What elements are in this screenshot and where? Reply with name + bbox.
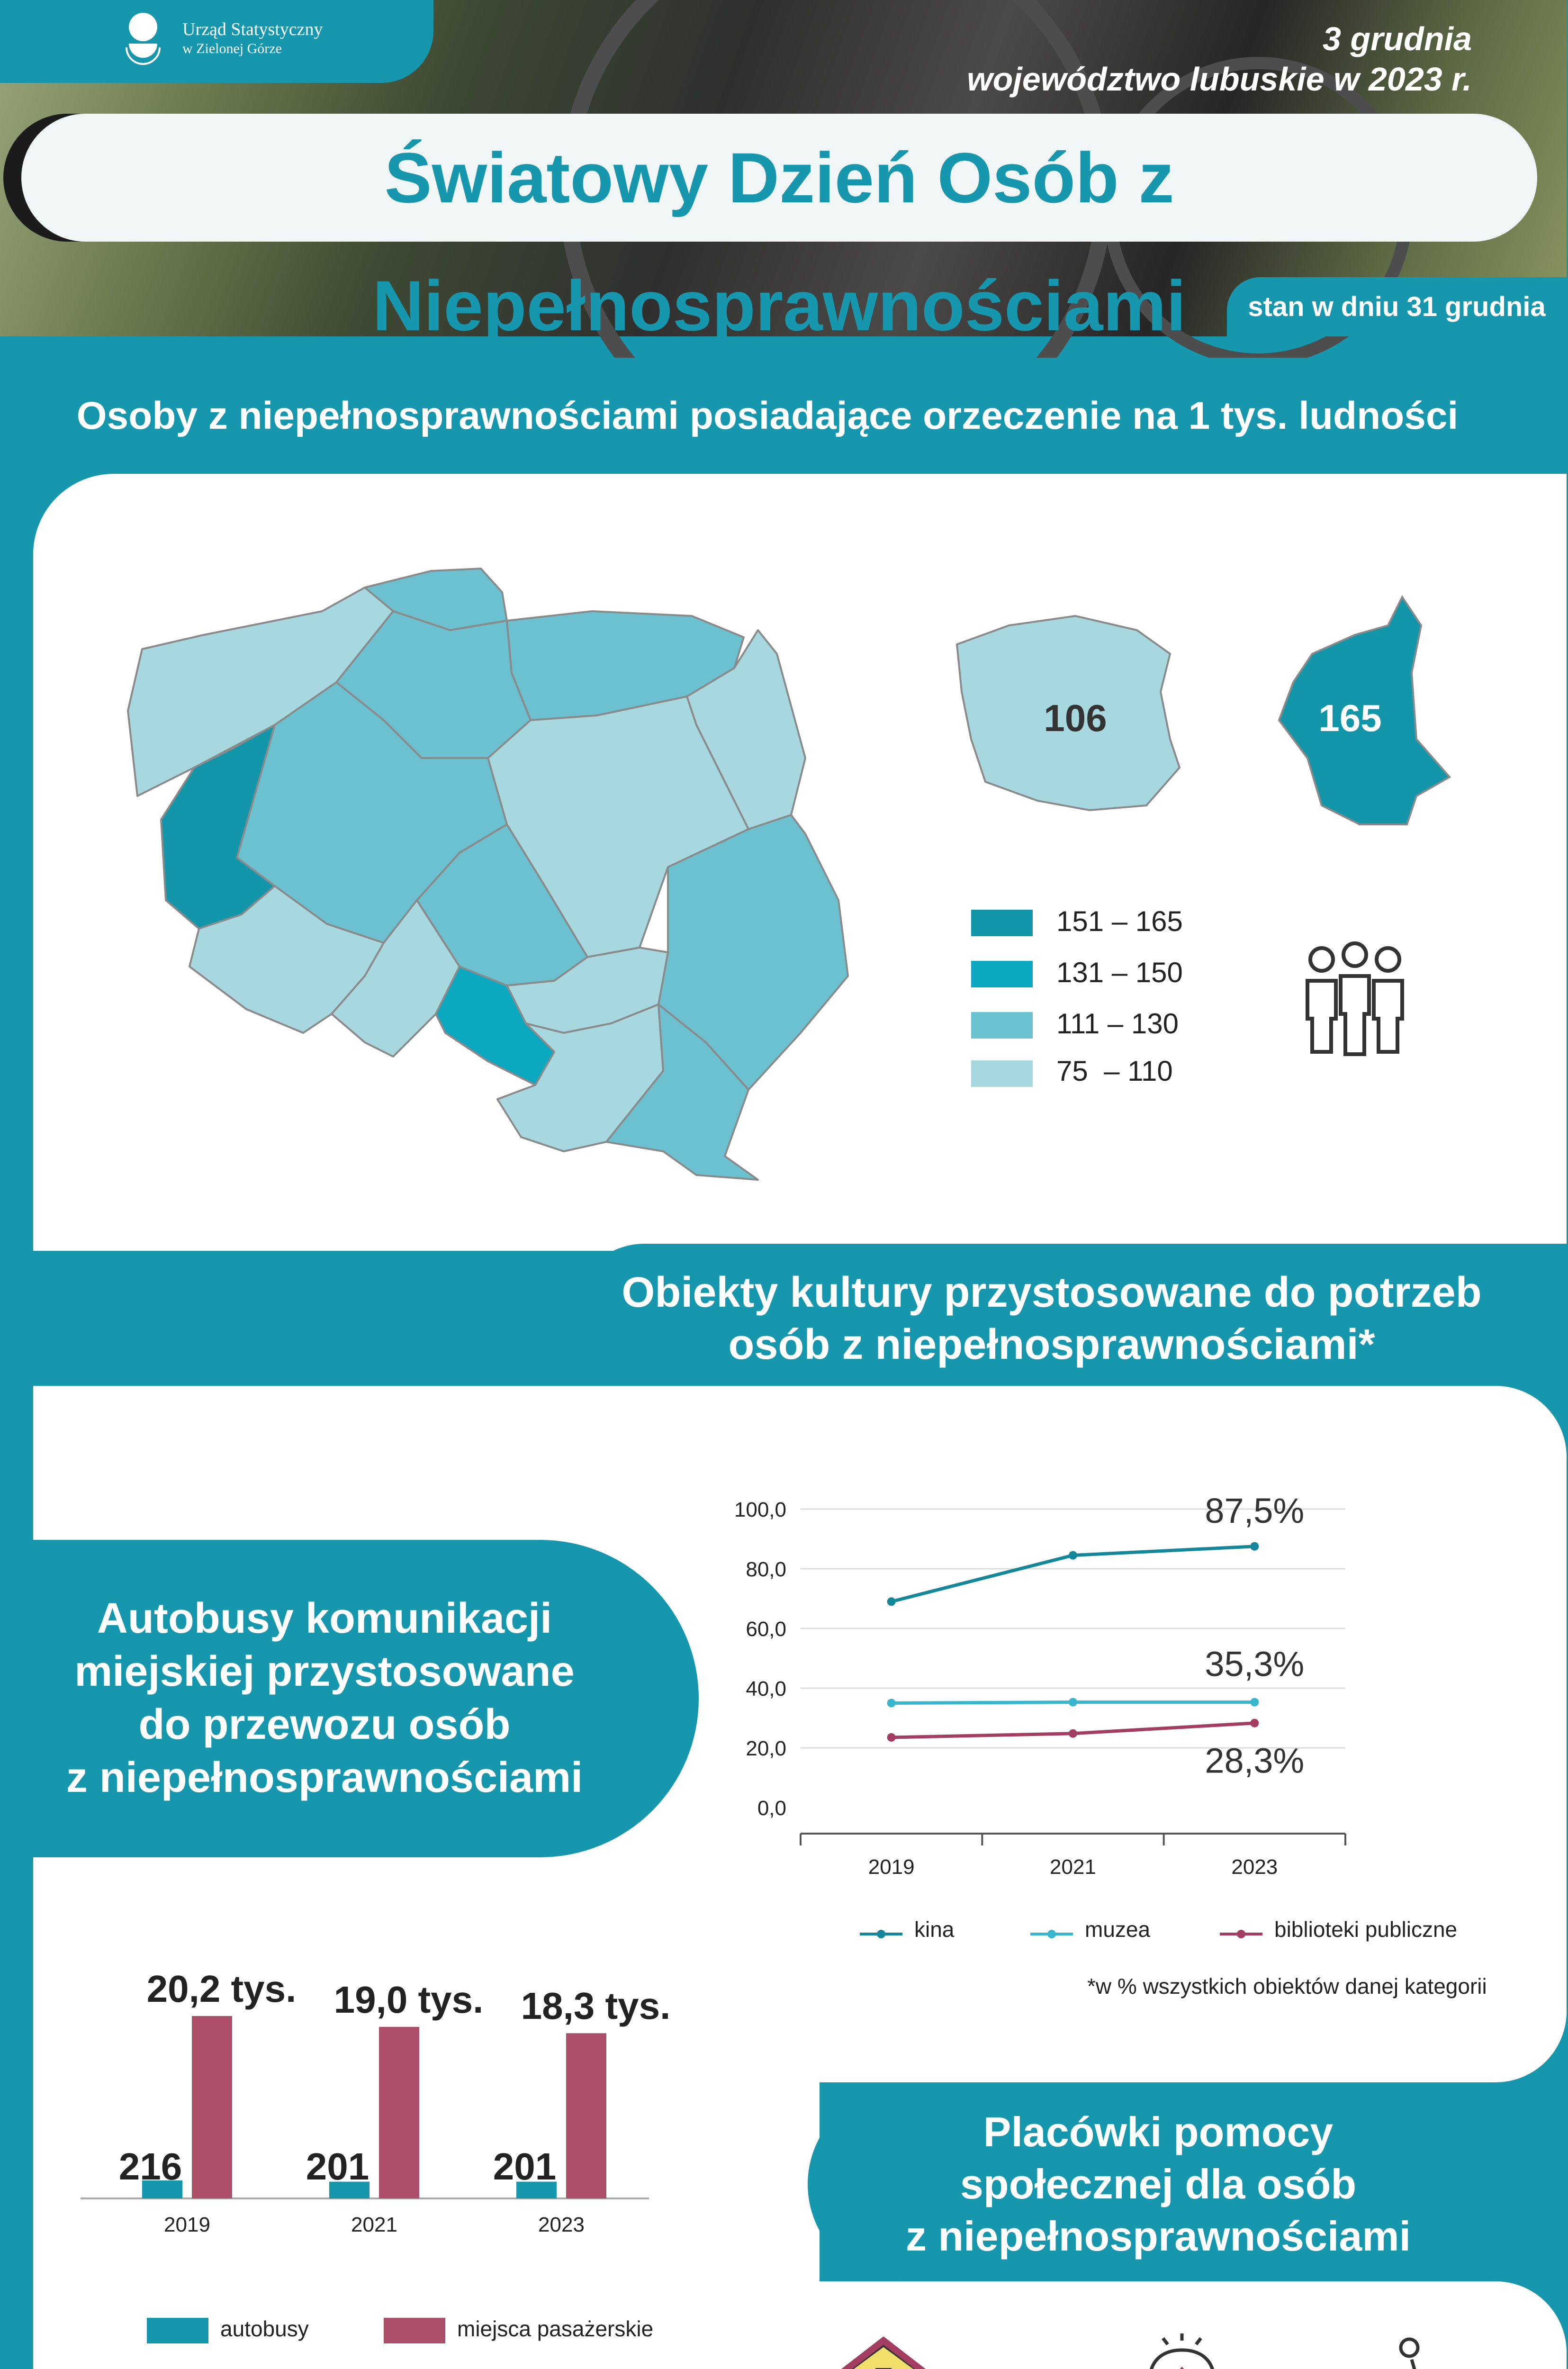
- logo-area: [0, 0, 433, 83]
- welfare-title-line1: Placówki pomocy: [983, 2108, 1334, 2155]
- bus-title-line1: Autobusy komunikacji: [97, 1595, 552, 1642]
- data-point: [1250, 1719, 1259, 1727]
- legend-kina-marker: [860, 1927, 902, 1941]
- wheelchair-icon: [1383, 2336, 1487, 2369]
- x-tick-label: 2023: [538, 2213, 585, 2236]
- culture-section-header: [573, 1244, 1567, 1386]
- bar-label-miejsca: 20,2 tys.: [146, 1968, 297, 2010]
- map-svg: [33, 474, 1567, 1251]
- y-tick-label: 0,0: [757, 1797, 786, 1820]
- culture-chart-legend: [860, 1917, 1523, 1950]
- header-photo: [0, 0, 1567, 345]
- poland-value: 106: [1044, 697, 1107, 739]
- bus-section-header: [0, 1540, 699, 1857]
- bus-panel: [33, 1857, 820, 2369]
- y-tick-label: 60,0: [746, 1618, 786, 1641]
- bus-chart-legend: [147, 2312, 715, 2345]
- x-tick-label: 2019: [868, 1855, 915, 1879]
- bus-title-line3: do przewozu osób: [138, 1701, 511, 1748]
- bar-label-miejsca: 18,3 tys.: [521, 1985, 671, 2027]
- bus-title-line4: z niepełnosprawnościami: [66, 1754, 583, 1801]
- legend-muzea-marker: [1030, 1927, 1073, 1941]
- bus-title-line2: miejskiej przystosowane: [74, 1648, 575, 1695]
- welfare-panel: [711, 2281, 1567, 2369]
- welfare-section-title: [827, 2106, 1490, 2262]
- map-section-title: Osoby z niepełnosprawnościami posiadające orzeczenie na 1 tys. ludności: [76, 394, 1459, 437]
- legend-miejsca-swatch: [384, 2318, 445, 2343]
- culture-footnote: *w % wszystkich obiektów danej kategorii: [1087, 1974, 1487, 1998]
- data-point: [887, 1733, 896, 1742]
- y-tick-label: 40,0: [746, 1677, 786, 1700]
- y-tick-label: 80,0: [746, 1558, 786, 1581]
- culture-title-line1: Obiekty kultury przystosowane do potrzeb: [622, 1269, 1482, 1316]
- data-point: [887, 1597, 896, 1606]
- culture-section-title: [573, 1266, 1530, 1371]
- culture-title-line2: osób z niepełnosprawnościami*: [728, 1321, 1375, 1368]
- welfare-section-header: [808, 2087, 1567, 2281]
- y-tick-label: 20,0: [746, 1737, 786, 1760]
- data-point: [1069, 1698, 1077, 1707]
- legend-muzea-label: muzea: [1085, 1917, 1151, 1942]
- region-year: województwo lubuskie w 2023 r.: [967, 61, 1472, 98]
- house-icon: [829, 2336, 938, 2369]
- data-point: [1250, 1542, 1259, 1551]
- data-label: 87,5%: [1205, 1491, 1305, 1530]
- people-group-icon: [1289, 938, 1421, 1061]
- legend-label-3: 111 – 130: [1056, 1008, 1179, 1040]
- legend-swatch-3: [971, 1012, 1033, 1039]
- legend-miejsca-label: miejsca pasażerskie: [457, 2316, 654, 2341]
- data-label: 35,3%: [1205, 1644, 1305, 1684]
- status-date-tab: [1227, 277, 1567, 336]
- map-section-header: [0, 358, 1559, 474]
- welfare-title-line2: społecznej dla osób: [960, 2161, 1357, 2207]
- legend-label-4: 75 – 110: [1056, 1055, 1173, 1087]
- status-date: stan w dniu 31 grudnia: [1248, 291, 1546, 322]
- logo-line2: w Zielonej Górze: [182, 41, 282, 56]
- legend-autobusy-label: autobusy: [220, 2316, 309, 2341]
- y-tick-label: 100,0: [734, 1498, 786, 1521]
- data-label: 28,3%: [1205, 1741, 1305, 1781]
- data-point: [887, 1699, 896, 1708]
- legend-kina-label: kina: [914, 1917, 955, 1942]
- page-title: Światowy Dzień Osób z Niepełnosprawnościami: [372, 138, 1186, 345]
- bar-label-autobusy: 216: [118, 2145, 182, 2188]
- bar-label-autobusy: 201: [306, 2145, 369, 2188]
- logo-line1: Urząd Statystyczny: [182, 19, 323, 39]
- bus-section-title: [28, 1592, 621, 1804]
- map-legend: [971, 905, 1303, 1118]
- map-panel: [33, 474, 1567, 1251]
- date: 3 grudnia: [1322, 20, 1472, 57]
- x-tick-label: 2023: [1231, 1855, 1278, 1879]
- legend-biblioteki-marker: [1220, 1927, 1262, 1941]
- bar-label-autobusy: 201: [493, 2145, 557, 2188]
- legend-swatch-2: [971, 961, 1033, 987]
- data-point: [1069, 1729, 1077, 1738]
- x-tick-label: 2019: [164, 2213, 210, 2236]
- culture-line-chart: [734, 1481, 1540, 1879]
- legend-biblioteki-label: biblioteki publiczne: [1274, 1917, 1458, 1942]
- bar-miejsca: [192, 2016, 232, 2198]
- head-profiles-icon: [1127, 2331, 1236, 2369]
- bar-miejsca: [566, 2033, 606, 2198]
- lubuskie-value: 165: [1318, 697, 1382, 739]
- bus-bar-chart: [81, 1943, 744, 2274]
- statistics-office-logo-icon: [121, 10, 166, 67]
- welfare-title-line3: z niepełnosprawnościami: [905, 2213, 1411, 2260]
- legend-swatch-4: [971, 1060, 1033, 1087]
- legend-autobusy-swatch: [147, 2318, 208, 2343]
- bar-miejsca: [379, 2027, 419, 2198]
- legend-label-2: 131 – 150: [1056, 957, 1183, 988]
- legend-swatch-1: [971, 910, 1033, 936]
- data-point: [1250, 1698, 1259, 1707]
- date-block: [967, 19, 1472, 99]
- bar-label-miejsca: 19,0 tys.: [333, 1978, 484, 2021]
- x-tick-label: 2021: [351, 2213, 397, 2236]
- legend-label-1: 151 – 165: [1056, 905, 1183, 937]
- x-tick-label: 2021: [1050, 1855, 1096, 1879]
- data-point: [1069, 1551, 1077, 1560]
